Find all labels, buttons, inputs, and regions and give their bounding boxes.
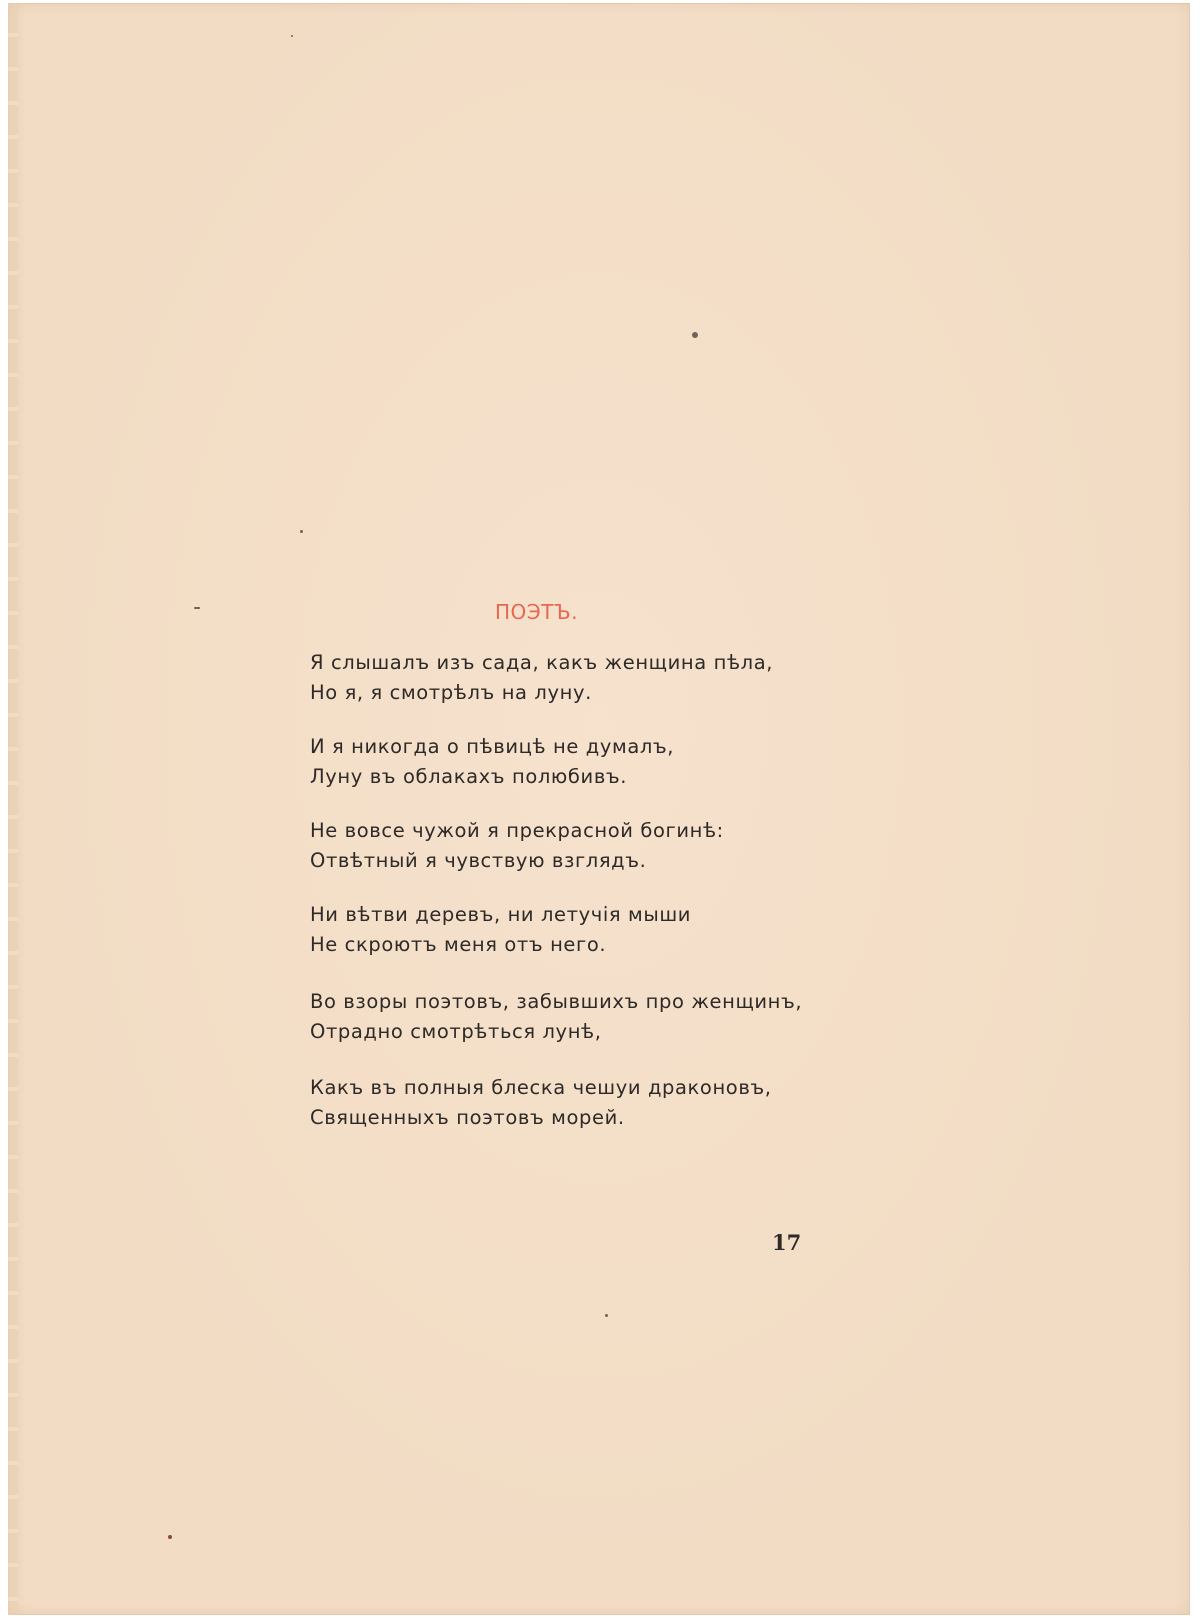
stanza-5 <box>310 987 870 1047</box>
paper-speck <box>300 530 303 533</box>
paper-sheet <box>8 3 1190 1615</box>
paper-speck <box>291 35 293 37</box>
paper-speck <box>692 332 698 338</box>
paper-speck <box>605 1314 608 1317</box>
deckle-edge <box>8 3 18 1615</box>
verse-line: Во взоры поэтовъ, забывшихъ про женщинъ, <box>310 990 803 1013</box>
stanza-2 <box>310 732 870 792</box>
page-number: 17 <box>772 1230 802 1255</box>
paper-speck <box>194 607 200 609</box>
verse-line: Луну въ облакахъ полюбивъ. <box>310 765 628 788</box>
verse-line: Какъ въ полныя блеска чешуи драконовъ, <box>310 1076 772 1099</box>
stanza-6 <box>310 1073 870 1133</box>
verse-line: Я слышалъ изъ сада, какъ женщина пѣла, <box>310 651 774 674</box>
verse-line: И я никогда о пѣвицѣ не думалъ, <box>310 735 675 758</box>
verse-line: Не скроютъ меня отъ него. <box>310 933 607 956</box>
verse-line: Отвѣтный я чувствую взглядъ. <box>310 849 647 872</box>
stanza-1 <box>310 648 870 708</box>
verse-line: Ни вѣтви деревъ, ни летучія мыши <box>310 903 692 926</box>
paper-speck <box>168 1535 172 1539</box>
verse-line: Не вовсе чужой я прекрасной богинѣ: <box>310 819 724 842</box>
verse-line: Священныхъ поэтовъ морей. <box>310 1106 625 1129</box>
stanza-4 <box>310 900 870 960</box>
poem-title: ПОЭТЪ. <box>495 600 578 624</box>
verse-line: Отрадно смотрѣться лунѣ, <box>310 1020 602 1043</box>
stanza-3 <box>310 816 870 876</box>
verse-line: Но я, я смотрѣлъ на луну. <box>310 681 592 704</box>
